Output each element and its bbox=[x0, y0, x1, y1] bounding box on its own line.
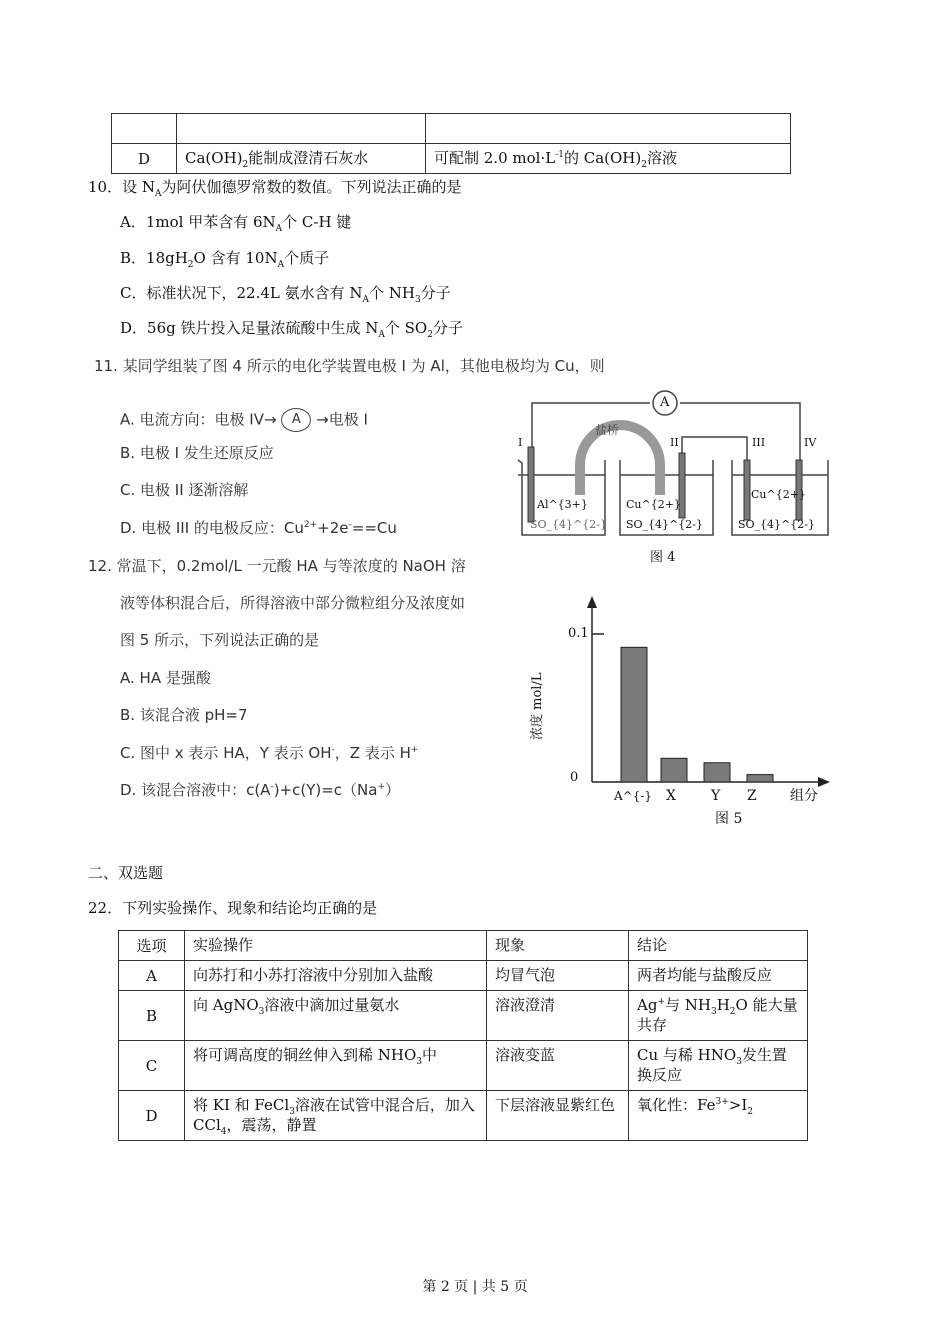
figure-5-bar-chart bbox=[510, 590, 840, 835]
cell: $Ca(OH)_2$能制成澄清石灰水 bbox=[177, 144, 426, 174]
q10-option-a: A．1mol 甲苯含有 $6N_A$个 C-H 键 bbox=[120, 213, 352, 234]
q22-stem: 22．下列实验操作、现象和结论均正确的是 bbox=[88, 899, 378, 917]
cell: C bbox=[119, 1041, 185, 1091]
bar-Z bbox=[747, 775, 773, 782]
cell-diagram bbox=[510, 385, 840, 570]
cell: 将 KI 和 FeCl$_3$溶液在试管中混合后，加入 CCl$_4$，震荡，静置 bbox=[185, 1091, 487, 1141]
q11-option-d: D. 电极 III 的电极反应：$Cu^{2+}+2e^-==Cu$ bbox=[120, 519, 397, 537]
ion-label-al: Al^{3+} bbox=[537, 498, 588, 511]
cell: 两者均能与盐酸反应 bbox=[629, 961, 808, 991]
q10-stem: 10．设 $N_A$为阿伏伽德罗常数的数值。下列说法正确的是 bbox=[88, 178, 462, 199]
top-table bbox=[111, 113, 791, 174]
cell: 将可调高度的铜丝伸入到稀 $NHO_3$中 bbox=[185, 1041, 487, 1091]
option-a-suffix: →电极 I bbox=[316, 410, 368, 429]
cell: 均冒气泡 bbox=[487, 961, 629, 991]
q12-option-a: A. HA 是强酸 bbox=[120, 669, 211, 687]
q11-stem: 11. 某同学组装了图 4 所示的电化学装置电极 I 为 Al，其他电极均为 Cu，则 bbox=[94, 357, 605, 375]
electrode-label: I bbox=[518, 436, 523, 449]
electrode-label: II bbox=[670, 436, 679, 449]
ion-label-sulfate: SO_{4}^{2-} bbox=[530, 518, 607, 531]
cell: 向 AgNO$_3$溶液中滴加过量氨水 bbox=[185, 991, 487, 1041]
ion-label-sulfate: SO_{4}^{2-} bbox=[626, 518, 703, 531]
x-tick-label: X bbox=[666, 788, 676, 804]
ion-label-sulfate: SO_{4}^{2-} bbox=[738, 518, 815, 531]
section-title: 二、双选题 bbox=[88, 864, 164, 882]
q11-option-b: B. 电极 I 发生还原反应 bbox=[120, 444, 274, 462]
x-axis-arrow bbox=[818, 777, 830, 787]
ammeter-label: A bbox=[660, 395, 670, 410]
table-row bbox=[119, 961, 808, 991]
q12-option-b: B. 该混合液 pH=7 bbox=[120, 706, 248, 724]
page-footer: 第 2 页 | 共 5 页 bbox=[422, 1279, 528, 1295]
bar-X bbox=[661, 758, 687, 782]
q10-option-b: B．$18gH_2O$ 含有 $10N_A$个质子 bbox=[120, 249, 330, 270]
cell bbox=[112, 114, 177, 144]
cell: B bbox=[119, 991, 185, 1041]
header-cell: 选项 bbox=[119, 931, 185, 961]
header-cell: 现象 bbox=[487, 931, 629, 961]
x-tick-label: Z bbox=[747, 788, 757, 804]
cell: Cu 与稀 $HNO_3$发生置换反应 bbox=[629, 1041, 808, 1091]
table-row bbox=[119, 1041, 808, 1091]
electrode-label: III bbox=[752, 436, 766, 449]
q12-option-d: D. 该混合溶液中：c(A-)+c(Y)=c（Na+） bbox=[120, 781, 401, 799]
bar-A- bbox=[621, 647, 647, 782]
cell: D bbox=[112, 144, 177, 174]
cell: 向苏打和小苏打溶液中分别加入盐酸 bbox=[185, 961, 487, 991]
q22-table bbox=[118, 930, 808, 1141]
q12-stem-line: 液等体积混合后，所得溶液中部分微粒组分及浓度如 bbox=[120, 594, 466, 612]
bar-Y bbox=[704, 763, 730, 782]
option-a-prefix: A. 电流方向：电极 IV→ bbox=[120, 410, 277, 429]
q11-option-c: C. 电极 II 逐渐溶解 bbox=[120, 481, 249, 499]
electrode-label: IV bbox=[804, 436, 817, 449]
q10-option-d: D．56g 铁片投入足量浓硫酸中生成 $N_A$个 $SO_2$分子 bbox=[120, 319, 463, 340]
cell: Ag+与 $NH_3H_2O$ 能大量共存 bbox=[629, 991, 808, 1041]
ion-label-cu: Cu^{2+} bbox=[626, 498, 681, 511]
chart-title: 图 5 bbox=[715, 811, 743, 827]
table-row bbox=[119, 1091, 808, 1141]
cell: D bbox=[119, 1091, 185, 1141]
cell bbox=[177, 114, 426, 144]
salt-bridge-label: 盐桥 bbox=[595, 423, 620, 437]
table-header-row bbox=[119, 931, 808, 961]
cell: 可配制 2.0 $mol\cdot L^{-1}$的 $Ca(OH)_2$溶液 bbox=[426, 144, 791, 174]
cell: 溶液澄清 bbox=[487, 991, 629, 1041]
y-axis-arrow bbox=[587, 596, 597, 608]
y-tick-label: 0 bbox=[570, 770, 579, 785]
q10-option-c: C．标准状况下，22.4L 氨水含有 $N_A$个 $NH_3$分子 bbox=[120, 284, 451, 305]
cell: 溶液变蓝 bbox=[487, 1041, 629, 1091]
ammeter-icon: A bbox=[281, 408, 311, 432]
q12-stem-line: 12. 常温下，0.2mol/L 一元酸 HA 与等浓度的 NaOH 溶 bbox=[88, 557, 466, 575]
table-row bbox=[119, 991, 808, 1041]
x-axis-label: 组分 bbox=[790, 788, 818, 804]
q11-option-a bbox=[120, 408, 368, 432]
q12-stem-line: 图 5 所示，下列说法正确的是 bbox=[120, 631, 320, 649]
y-axis-label: 浓度 mol/L bbox=[530, 672, 545, 740]
figure-4-electrochemical-cell bbox=[510, 385, 840, 570]
cell bbox=[426, 114, 791, 144]
x-tick-label: Y bbox=[711, 788, 721, 804]
y-tick-label: 0.1 bbox=[568, 626, 589, 641]
q12-option-c: C. 图中 x 表示 HA，Y 表示 OH-，Z 表示 H+ bbox=[120, 744, 419, 762]
figure-caption: 图 4 bbox=[650, 550, 676, 565]
header-cell: 实验操作 bbox=[185, 931, 487, 961]
cell: 氧化性：$Fe^{3+}>I_2$ bbox=[629, 1091, 808, 1141]
cell: 下层溶液显紫红色 bbox=[487, 1091, 629, 1141]
cell: A bbox=[119, 961, 185, 991]
header-cell: 结论 bbox=[629, 931, 808, 961]
ion-label-cu: Cu^{2+} bbox=[751, 488, 806, 501]
x-tick-label: A^{-} bbox=[614, 789, 653, 803]
